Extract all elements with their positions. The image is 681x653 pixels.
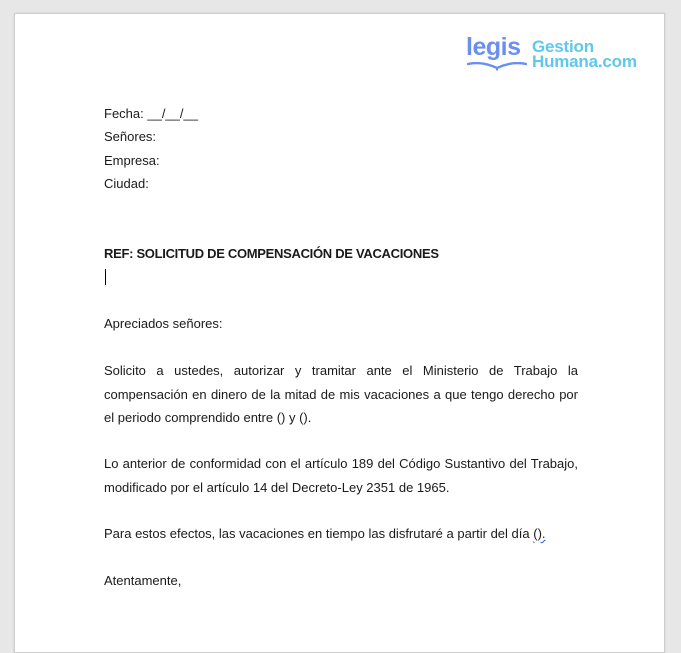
text-cursor [105,269,106,285]
closing-line: Atentamente, [104,573,182,588]
recipient-line: Señores: [104,129,157,144]
reference-heading: REF: SOLICITUD DE COMPENSACIÓN DE VACACIONES [104,246,439,261]
logo-brand: legis [466,33,521,61]
date-line: Fecha: __/__/__ [104,106,198,121]
vacation-start-text: Para estos efectos, las vacaciones en tiempo las disfrutaré a partir del día [104,526,534,541]
salutation: Apreciados señores: [104,316,223,331]
city-line: Ciudad: [104,176,149,191]
document-page[interactable] [14,13,665,653]
open-book-icon [467,62,527,71]
logo-line-2: Humana.com [532,52,637,71]
paragraph-legal-basis: Lo anterior de conformidad con el artículo 189 del Código Sustantivo del Trabajo, modificado por el artículo 14 del Decreto-Ley 2351 de 1965. [104,456,578,495]
grammar-flag[interactable]: (). [533,526,546,541]
company-line: Empresa: [104,153,160,168]
logo-line-1: Gestion [532,37,594,56]
paragraph-request: Solicito a ustedes, autorizar y tramitar ante el Ministerio de Trabajo la compensación en dinero de la mitad de mis vacaciones a que tengo derecho por el periodo comprendido entre () y (). [104,363,578,425]
paragraph-vacation-start [104,522,578,546]
